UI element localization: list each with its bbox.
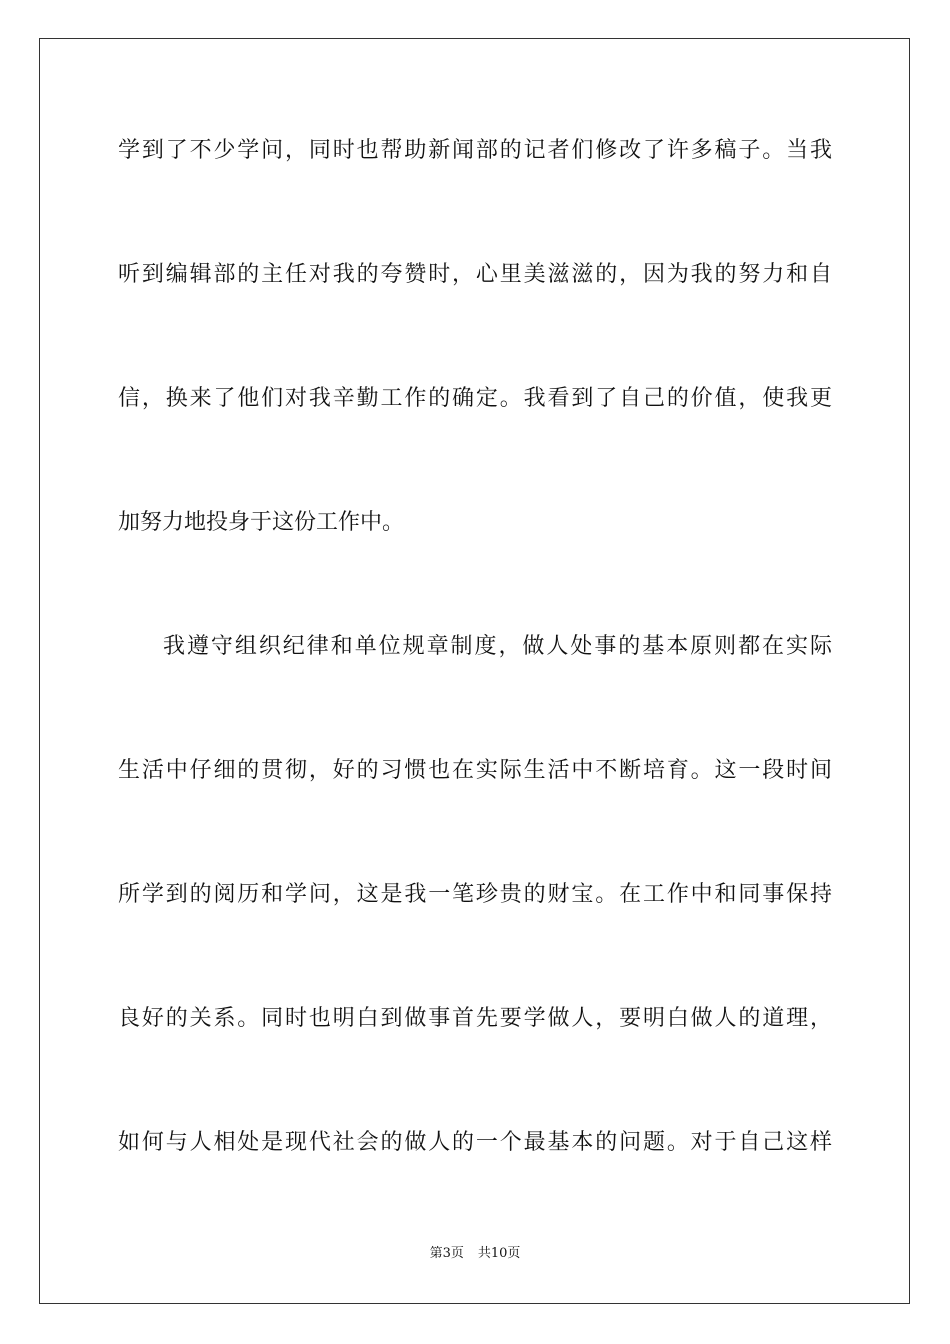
text-line-2: 听到编辑部的主任对我的夸赞时，心里美滋滋的，因为我的努力和自 xyxy=(118,262,832,287)
text-line-9: 如何与人相处是现代社会的做人的一个最基本的问题。对于自己这样 xyxy=(118,1130,832,1155)
page-number: 第3页 xyxy=(429,1246,464,1261)
text-line-7: 所学到的阅历和学问，这是我一笔珍贵的财宝。在工作中和同事保持 xyxy=(118,882,832,907)
text-line-8: 良好的关系。同时也明白到做事首先要学做人，要明白做人的道理， xyxy=(118,1006,832,1031)
text-line-5: 我遵守组织纪律和单位规章制度，做人处事的基本原则都在实际 xyxy=(163,634,832,659)
text-line-3: 信，换来了他们对我辛勤工作的确定。我看到了自己的价值，使我更 xyxy=(118,386,832,411)
page-footer xyxy=(0,1245,950,1263)
page-border xyxy=(39,38,910,1304)
text-line-4: 加努力地投身于这份工作中。 xyxy=(118,510,405,535)
text-line-6: 生活中仔细的贯彻，好的习惯也在实际生活中不断培育。这一段时间 xyxy=(118,758,832,783)
page-total: 共10页 xyxy=(477,1246,521,1261)
text-line-1: 学到了不少学问，同时也帮助新闻部的记者们修改了许多稿子。当我 xyxy=(118,138,832,163)
